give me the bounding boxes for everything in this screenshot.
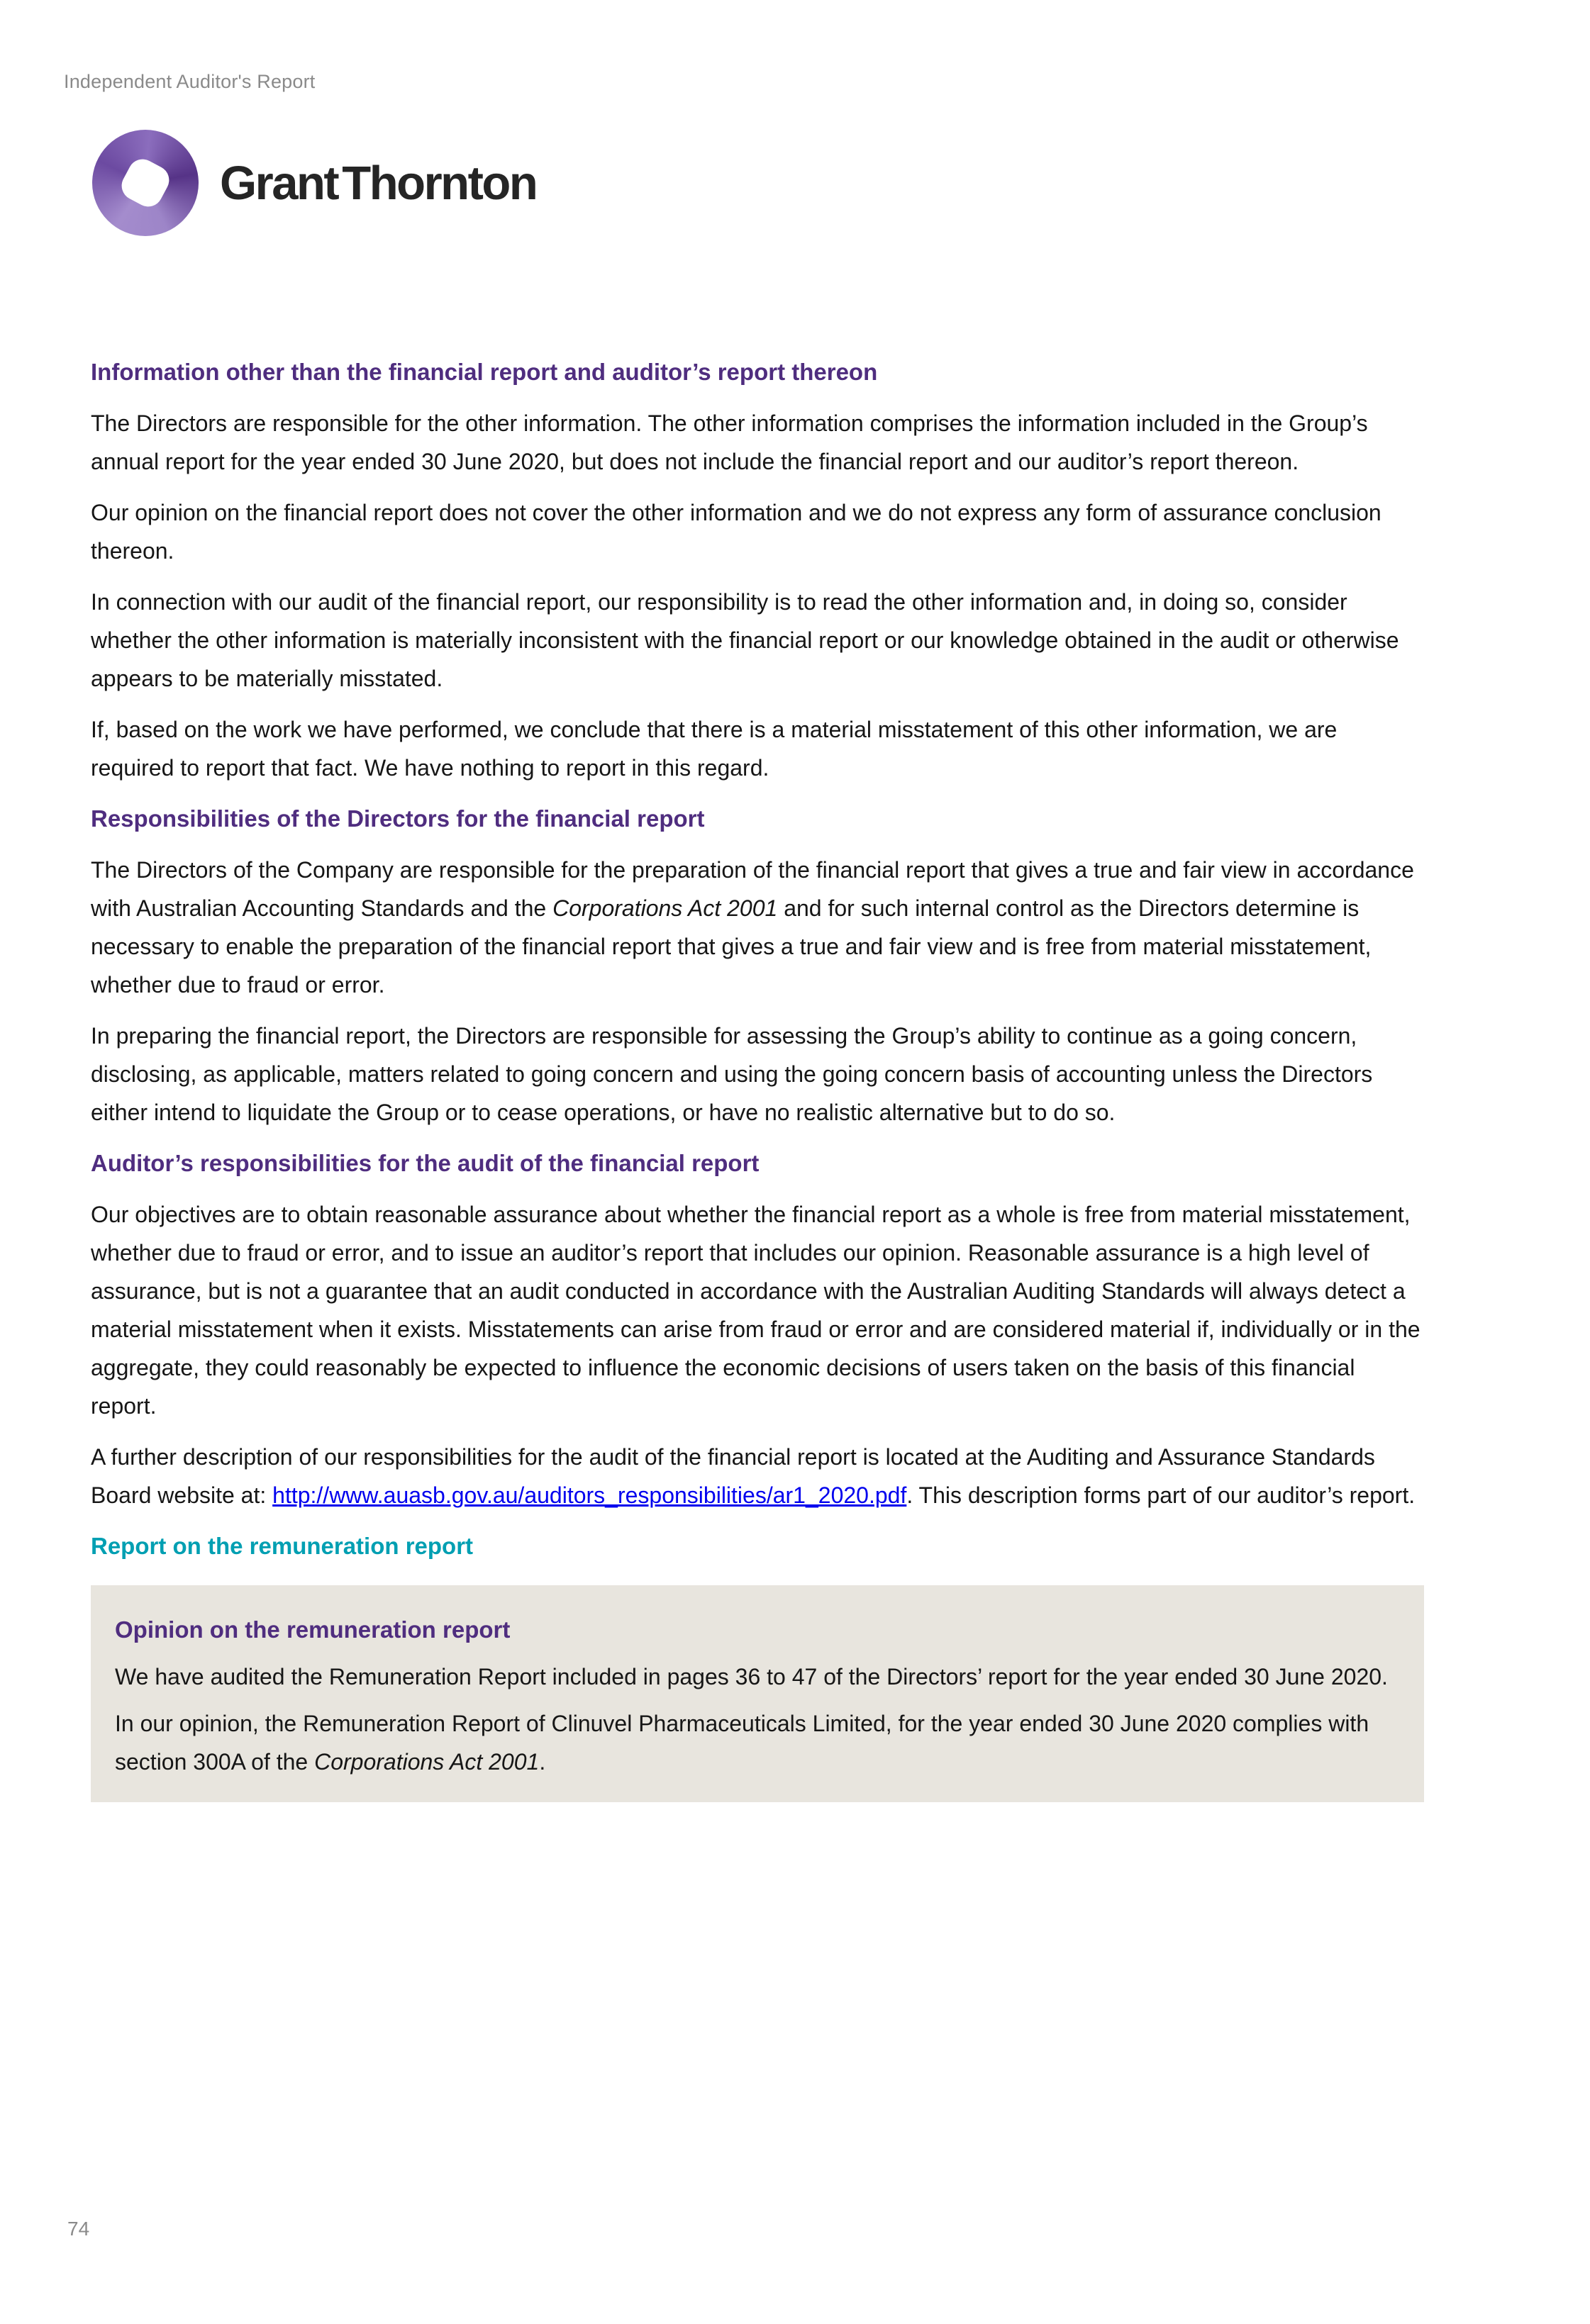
text-run: We have audited the Remuneration Report included in pages 36 to 47 of the Directors’ report for the year ended 30 June 2020. — [115, 1664, 1388, 1689]
paragraph — [91, 1438, 1424, 1514]
opinion-box-paragraph — [115, 1658, 1391, 1696]
italic-act-reference: Corporations Act 2001 — [314, 1749, 540, 1775]
text-run: . This description forms part of our auditor’s report. — [906, 1482, 1416, 1508]
text-run: The Directors are responsible for the other information. The other information comprises the information included in the Group’s annual report for the year ended 30 June 2020, but does not include the financial report and our auditor’s report thereon. — [91, 410, 1368, 474]
text-run: If, based on the work we have performed, we conclude that there is a material misstatement of this other information, we are required to report that fact. We have nothing to report in this regard. — [91, 717, 1338, 781]
opinion-box-paragraph — [115, 1704, 1391, 1781]
page-number: 74 — [67, 2218, 90, 2240]
report-body — [91, 353, 1424, 1565]
opinion-box-heading: Opinion on the remuneration report — [115, 1616, 511, 1643]
logo-wordmark: Grant Thornton — [220, 156, 537, 210]
section-heading: Information other than the financial report and auditor’s report thereon — [91, 359, 878, 385]
paragraph — [91, 851, 1424, 1004]
grant-thornton-logo — [92, 130, 536, 236]
text-run: In preparing the financial report, the Directors are responsible for assessing the Group’s ability to continue as a going concern, disclosing, as applicable, matters related to going concern and using the going concern basis of accounting unless the Directors either intend to liquidate the Group or to cease operations, or have no realistic alternative but to do so. — [91, 1023, 1373, 1125]
text-run: In our opinion, the Remuneration Report of Clinuvel Pharmaceuticals Limited, for the year ended 30 June 2020 complies with section 300A of the — [115, 1711, 1369, 1775]
grant-thornton-swirl-icon — [92, 130, 199, 236]
report-content — [91, 340, 1424, 1802]
section-heading: Responsibilities of the Directors for the financial report — [91, 805, 705, 832]
paragraph — [91, 710, 1424, 787]
paragraph — [91, 493, 1424, 570]
text-run: Our opinion on the financial report does not cover the other information and we do not express any form of assurance conclusion thereon. — [91, 500, 1381, 564]
text-run: A further description of our responsibilities for the audit of the financial report is located at the Auditing and Assurance Standards Board website at: — [91, 1444, 1375, 1508]
opinion-box-body — [115, 1658, 1391, 1781]
text-run: and for such internal control as the Directors determine is necessary to enable the preparation of the financial report that gives a true and fair view and is free from material misstatement, whether due to fraud or error. — [91, 895, 1372, 998]
auasb-responsibilities-link[interactable]: http://www.auasb.gov.au/auditors_responsibilities/ar1_2020.pdf — [272, 1482, 907, 1508]
italic-act-reference: Corporations Act 2001 — [552, 895, 778, 921]
text-run: In connection with our audit of the financial report, our responsibility is to read the other information and, in doing so, consider whether the other information is materially inconsistent with the financial report or our knowledge obtained in the audit or otherwise appears to be materially misstated. — [91, 589, 1399, 691]
section-heading: Auditor’s responsibilities for the audit of the financial report — [91, 1150, 760, 1176]
paragraph — [91, 1017, 1424, 1132]
paragraph — [91, 583, 1424, 698]
text-run: Our objectives are to obtain reasonable assurance about whether the financial report as a whole is free from material misstatement, whether due to fraud or error, and to issue an auditor’s report that includes our opinion. Reasonable assurance is a high level of assurance, but is not a guarantee that an audit conducted in accordance with the Australian Auditing Standards will always detect a material misstatement when it exists. Misstatements can arise from fraud or error and are considered material if, individually or in the aggregate, they could reasonably be expected to influence the economic decisions of users taken on the basis of this financial report. — [91, 1202, 1421, 1419]
document-header-label: Independent Auditor's Report — [64, 71, 316, 92]
remuneration-opinion-box — [91, 1585, 1424, 1802]
text-run: . — [539, 1749, 546, 1775]
paragraph — [91, 1195, 1424, 1425]
paragraph — [91, 404, 1424, 481]
text-run: The Directors of the Company are responsible for the preparation of the financial report that gives a true and fair view in accordance with Australian Accounting Standards and the — [91, 857, 1414, 921]
section-heading: Report on the remuneration report — [91, 1533, 474, 1559]
